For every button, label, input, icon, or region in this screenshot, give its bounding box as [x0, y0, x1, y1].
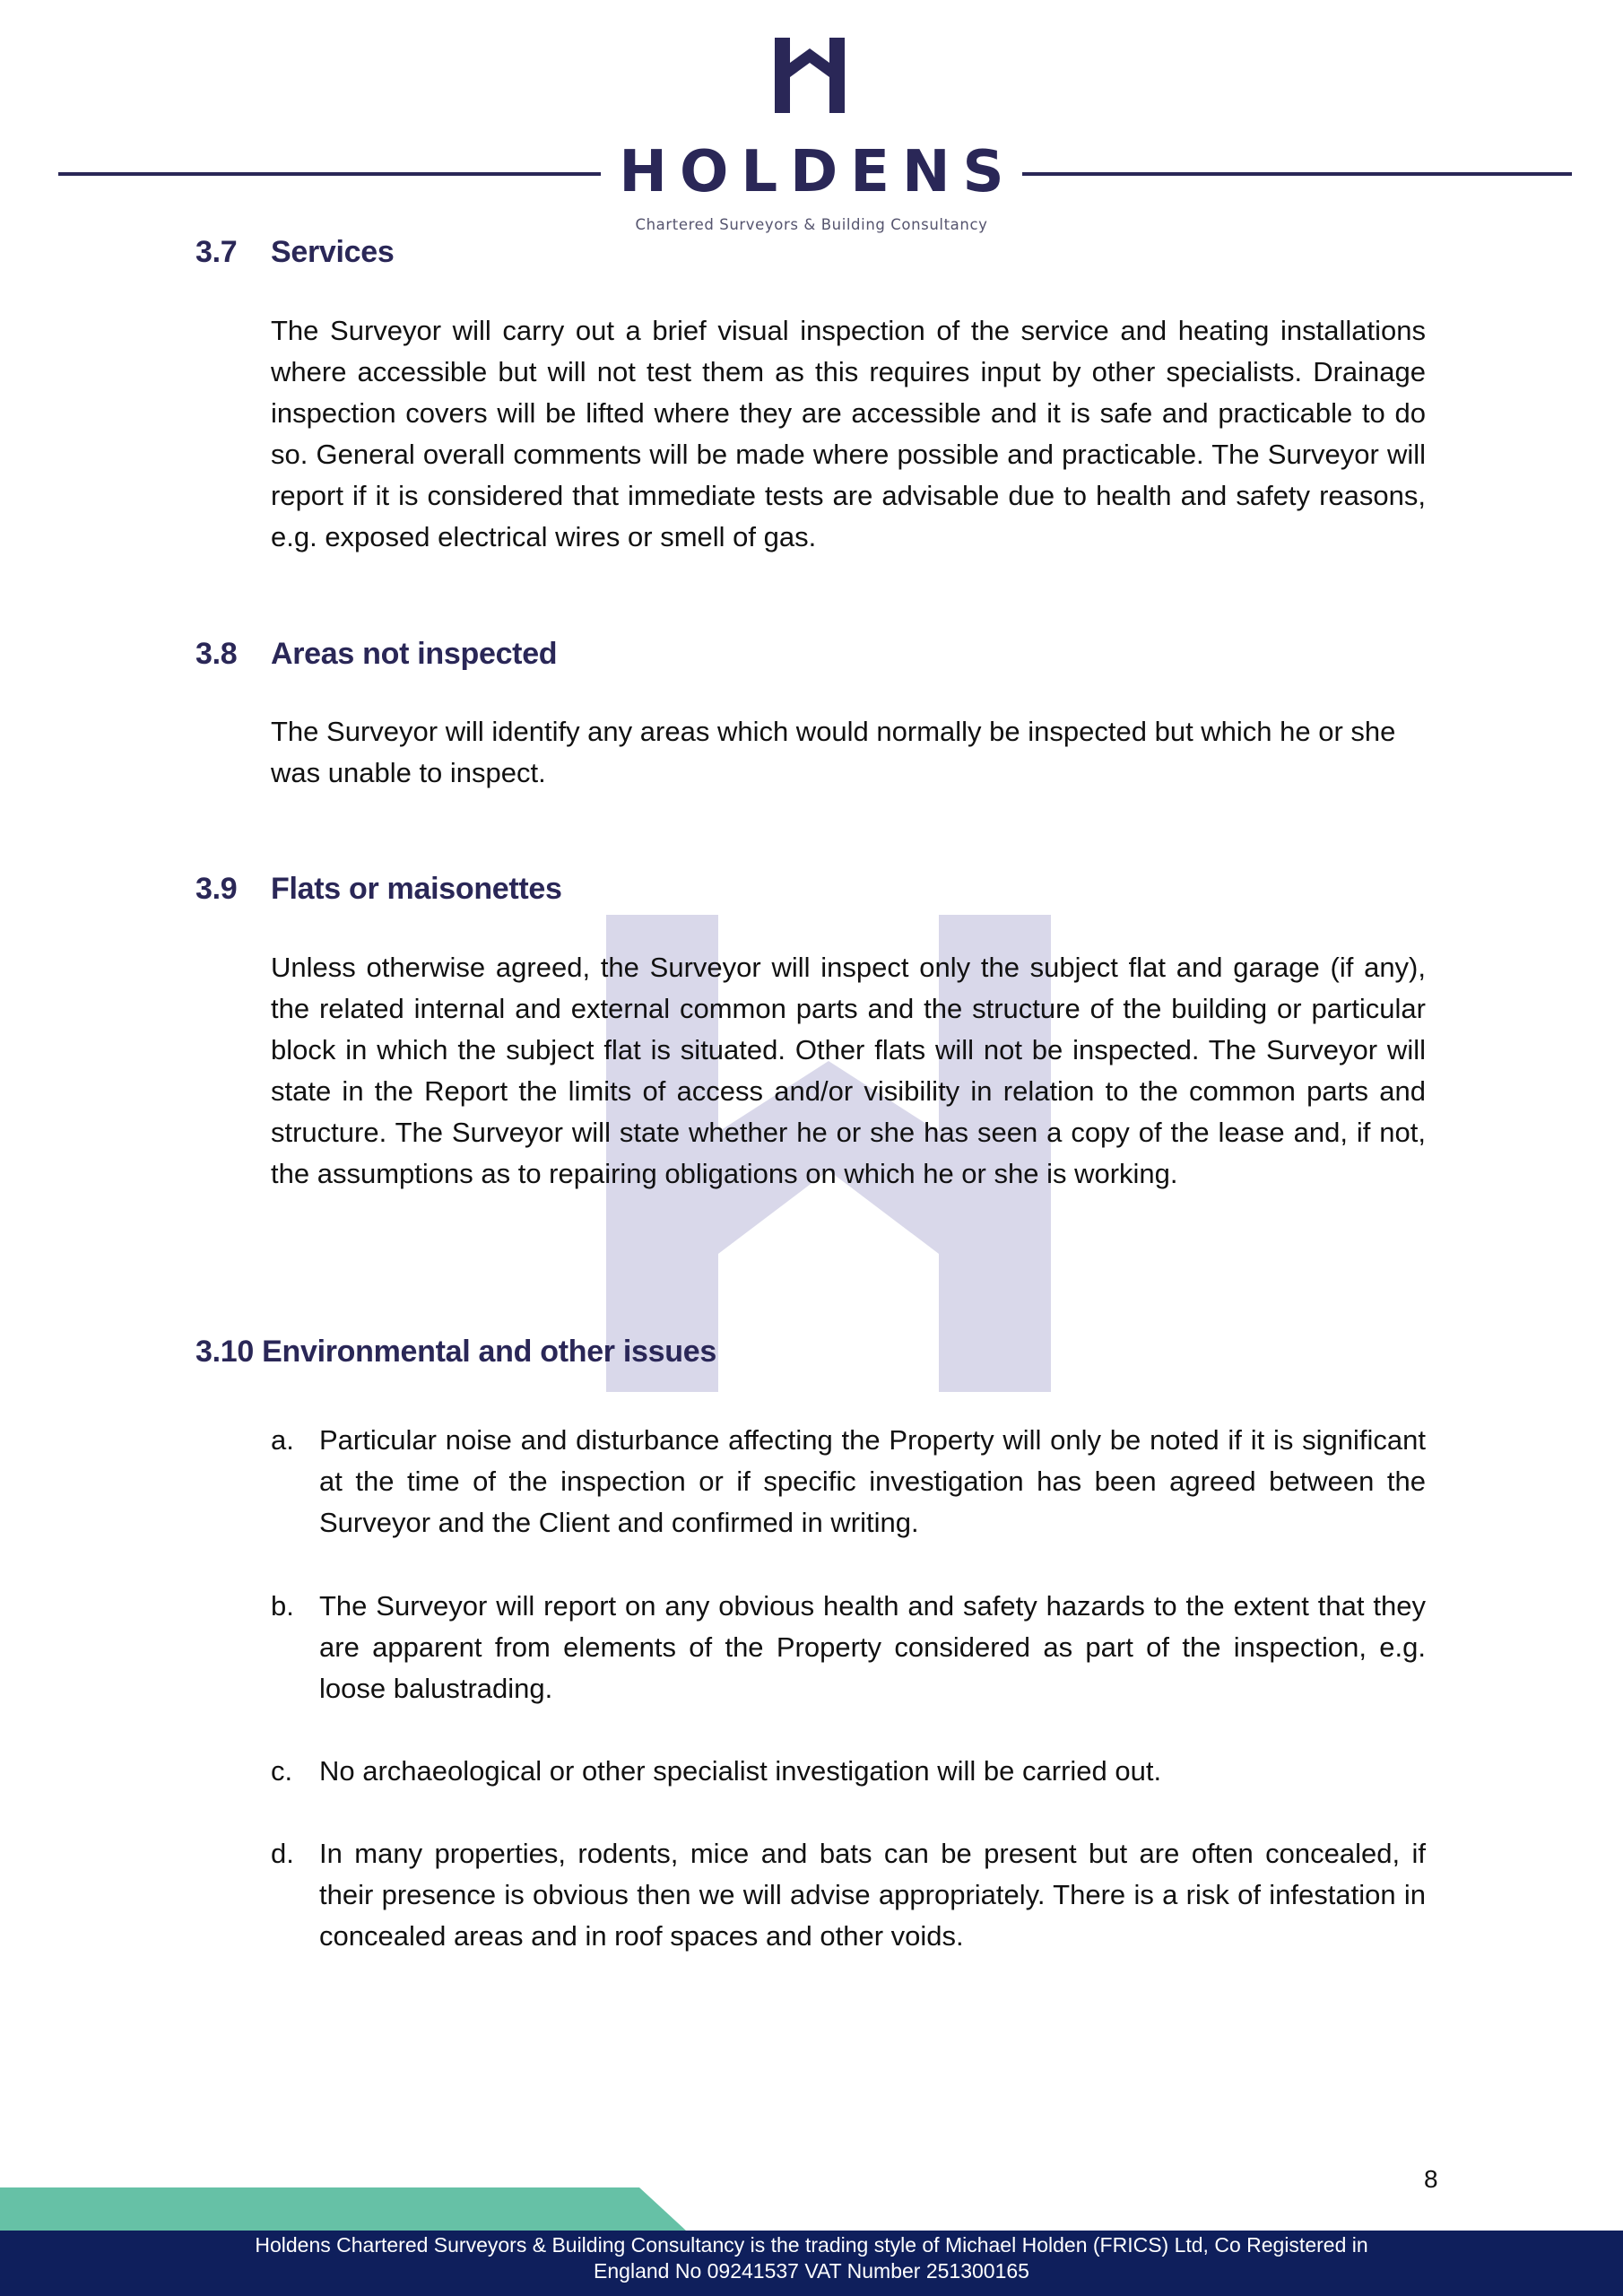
section-title: Environmental and other issues: [262, 1335, 716, 1369]
brand-name: HOLDENS: [0, 144, 1623, 201]
list-text: No archaeological or other specialist investigation will be carried out.: [319, 1755, 1162, 1787]
section-title: Services: [271, 235, 395, 269]
section-paragraph-3-8: The Surveyor will identify any areas which would normally be inspected but which he or she was unable to inspect.: [271, 716, 1396, 788]
section-heading-3-7: [195, 235, 395, 270]
section-heading-3-8: [195, 637, 557, 672]
section-heading-3-9: [195, 872, 562, 907]
page-number: 8: [1424, 2165, 1438, 2193]
list-text: The Surveyor will report on any obvious health and safety hazards to the extent that they are apparent from elements of the Property considered as part of the inspection, e.g. loose balustrading.: [319, 1590, 1426, 1704]
list-marker: b.: [271, 1590, 294, 1622]
section-number: 3.7: [195, 235, 238, 269]
section-heading-3-10: [195, 1335, 716, 1370]
section-number: 3.9: [195, 872, 238, 906]
list-item-b: [271, 1586, 1426, 1709]
footer-line-1: Holdens Chartered Surveyors & Building Consultancy is the trading style of Michael Holden (FRICS) Ltd, Co Registered in: [255, 2233, 1368, 2257]
footer-bar: [0, 2231, 1623, 2296]
list-item-d: [271, 1833, 1426, 1957]
section-paragraph-3-9: Unless otherwise agreed, the Surveyor will inspect only the subject flat and garage (if any), the related internal and external common parts and the structure of the building or particular block in which the subject flat is situated. Other flats will not be inspected. The Surveyor will state in the Report the limits of access and/or visibility in relation to the common parts and structure. The Surveyor will state whether he or she has seen a copy of the lease and, if not, the assumptions as to repairing obligations on which he or she is working.: [271, 952, 1426, 1189]
section-title: Flats or maisonettes: [271, 872, 562, 906]
list-text: Particular noise and disturbance affecting the Property will only be noted if it is significant at the time of the inspection or if specific investigation has been agreed between the Surveyor and the Client and confirmed in writing.: [319, 1424, 1426, 1538]
section-paragraph-3-7: The Surveyor will carry out a brief visual inspection of the service and heating installations where accessible but will not test them as this requires input by other specialists. Drainage inspection covers will be lifted where they are accessible and it is safe and practicable to do so. General overall comments will be made where possible and practicable. The Surveyor will report if it is considered that immediate tests are advisable due to health and safety reasons, e.g. exposed electrical wires or smell of gas.: [271, 315, 1426, 552]
list-marker: c.: [271, 1755, 293, 1787]
list-text: In many properties, rodents, mice and bats can be present but are often concealed, if their presence is obvious then we will advise appropriately. There is a risk of infestation in concealed areas and in roof spaces and other voids.: [319, 1838, 1426, 1952]
section-title: Areas not inspected: [271, 637, 558, 671]
brand-tagline: Chartered Surveyors & Building Consultancy: [635, 216, 988, 233]
footer-teal-accent: [0, 2187, 690, 2231]
list-item-c: [271, 1751, 1426, 1792]
list-marker: a.: [271, 1424, 294, 1456]
section-number: 3.8: [195, 637, 238, 671]
list-item-a: [271, 1420, 1426, 1544]
list-marker: d.: [271, 1838, 294, 1869]
section-number: 3.10: [195, 1335, 254, 1369]
holdens-logo-icon: [775, 38, 845, 113]
footer-line-2: England No 09241537 VAT Number 251300165: [594, 2259, 1029, 2283]
